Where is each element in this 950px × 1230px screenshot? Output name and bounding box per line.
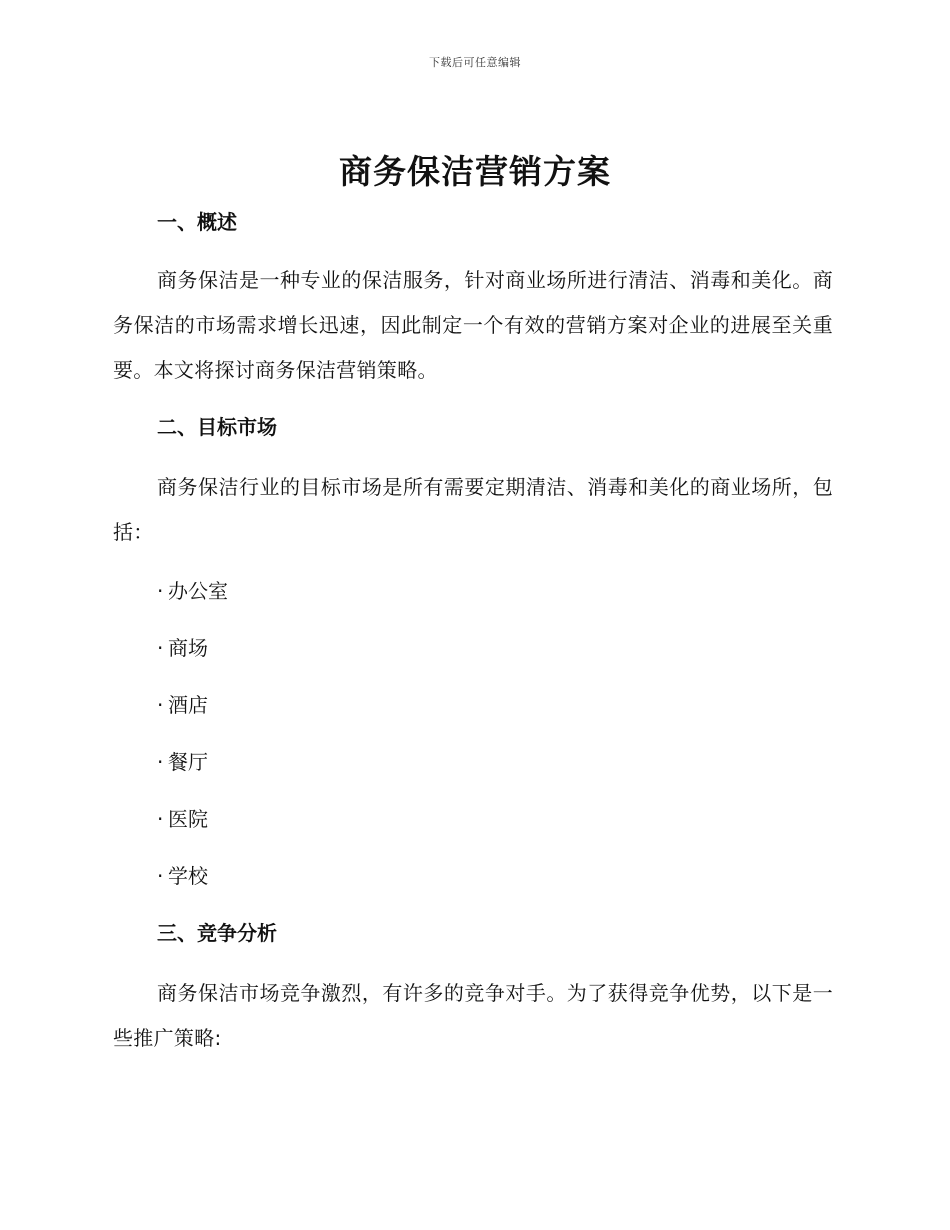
bullet-mark: ·	[157, 807, 164, 831]
list-item	[157, 687, 833, 723]
document-title: 商务保洁营销方案	[339, 152, 611, 191]
list-item	[157, 630, 833, 666]
bullet-mark: ·	[157, 750, 164, 774]
section-heading-overview: 一、概述	[157, 210, 237, 234]
target-market-list	[113, 573, 833, 894]
document-body	[113, 204, 833, 1061]
bullet-mark: ·	[157, 693, 164, 717]
section-heading-target-market: 二、目标市场	[157, 415, 277, 439]
list-item	[157, 744, 833, 780]
list-item-label: 办公室	[168, 579, 228, 603]
list-item	[157, 573, 833, 609]
list-item-label: 学校	[168, 864, 208, 888]
paragraph-competition: 商务保洁市场竞争激烈，有许多的竞争对手。为了获得竞争优势，以下是一些推广策略:	[113, 981, 833, 1050]
bullet-mark: ·	[157, 864, 164, 888]
list-item-label: 酒店	[168, 693, 208, 717]
list-item	[157, 801, 833, 837]
header-note: 下载后可任意编辑	[429, 56, 521, 69]
list-item	[157, 858, 833, 894]
paragraph-overview: 商务保洁是一种专业的保洁服务，针对商业场所进行清洁、消毒和美化。商务保洁的市场需求增长迅速，因此制定一个有效的营销方案对企业的进展至关重要。本文将探讨商务保洁营销策略。	[113, 268, 833, 382]
paragraph-target-market: 商务保洁行业的目标市场是所有需要定期清洁、消毒和美化的商业场所，包括：	[113, 475, 833, 544]
section-heading-competition: 三、竞争分析	[157, 921, 277, 945]
bullet-mark: ·	[157, 636, 164, 660]
list-item-label: 餐厅	[168, 750, 208, 774]
bullet-mark: ·	[157, 579, 164, 603]
list-item-label: 商场	[168, 636, 208, 660]
list-item-label: 医院	[168, 807, 208, 831]
